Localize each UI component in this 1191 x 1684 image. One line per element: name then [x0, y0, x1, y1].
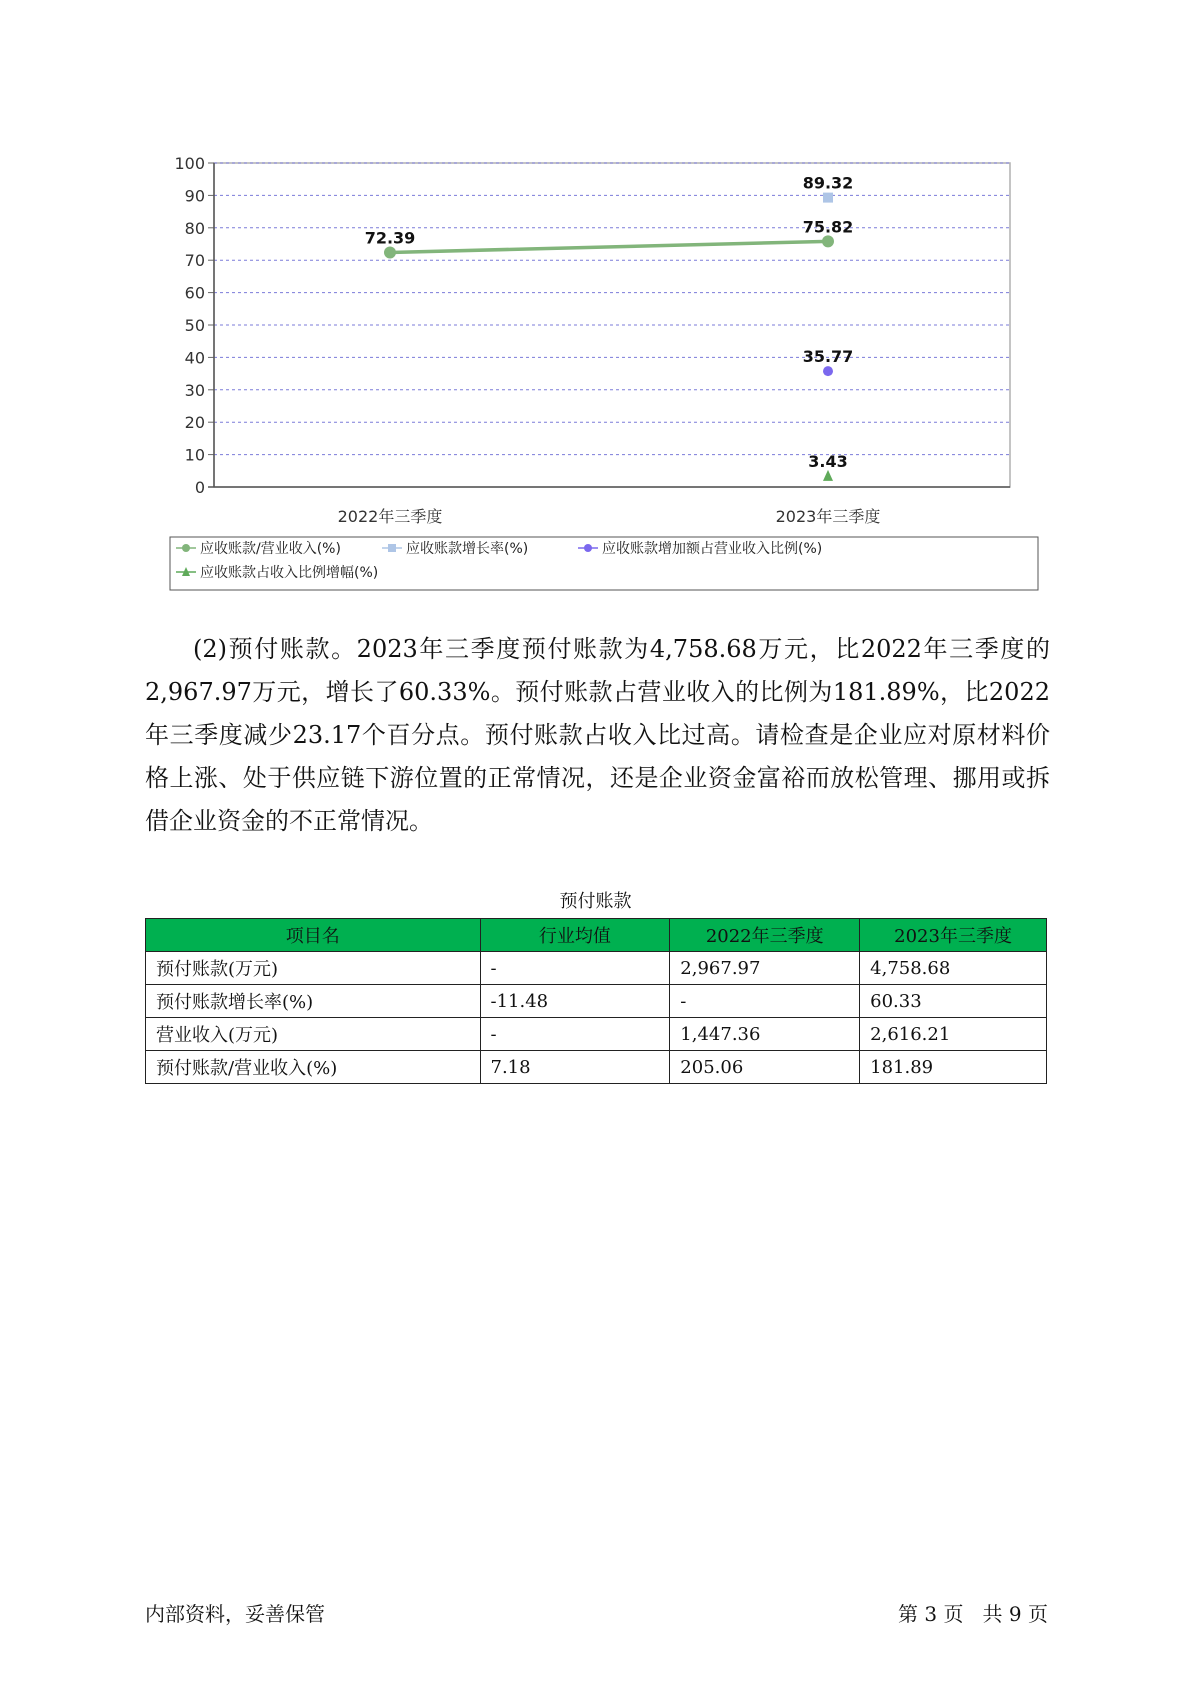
table-cell: 7.18 [480, 1051, 670, 1084]
x-tick-label: 2023年三季度 [775, 507, 881, 526]
header-industry-avg: 行业均值 [480, 919, 670, 952]
data-label: 75.82 [802, 217, 854, 237]
table-caption: 预付账款 [559, 891, 632, 912]
data-label: 72.39 [364, 228, 416, 248]
table-cell: 205.06 [670, 1051, 860, 1084]
y-tick-label: 70 [184, 251, 205, 271]
y-tick-label: 80 [184, 218, 205, 238]
legend-entry: 应收账款增长率(%) [406, 541, 529, 557]
header-2023-q3: 2023年三季度 [860, 919, 1047, 952]
data-point [584, 544, 592, 552]
table-cell: - [480, 1018, 670, 1051]
data-point [823, 193, 833, 203]
prepayment-table [145, 918, 1047, 1084]
y-tick-label: 30 [184, 380, 205, 400]
header-2022-q3: 2022年三季度 [670, 919, 860, 952]
x-tick-label: 2022年三季度 [337, 507, 443, 526]
table-cell: 4,758.68 [860, 952, 1047, 985]
data-point [823, 366, 833, 376]
footer-confidential: 内部资料，妥善保管 [145, 1602, 325, 1626]
data-point [182, 544, 190, 552]
table-header-row [146, 919, 1047, 952]
table-cell: 60.33 [860, 985, 1047, 1018]
y-tick-label: 20 [184, 413, 205, 433]
table-cell: 预付账款增长率(%) [146, 985, 481, 1018]
table-cell: - [670, 985, 860, 1018]
y-tick-label: 60 [184, 283, 205, 303]
table-cell: - [480, 952, 670, 985]
table-cell: 预付账款/营业收入(%) [146, 1051, 481, 1084]
header-item-name: 项目名 [146, 919, 481, 952]
y-tick-label: 0 [194, 478, 205, 497]
table-cell: 1,447.36 [670, 1018, 860, 1051]
data-label: 89.32 [802, 173, 854, 193]
data-point [822, 235, 834, 247]
footer-page-number: 第 3 页 共 9 页 [898, 1602, 1048, 1626]
table-row [146, 952, 1047, 985]
table-cell: 营业收入(万元) [146, 1018, 481, 1051]
table-cell: -11.48 [480, 985, 670, 1018]
table-row [146, 1018, 1047, 1051]
prepayment-paragraph: (2)预付账款。2023年三季度预付账款为4,758.68万元，比2022年三季度的2,967.97万元，增长了60.33%。预付账款占营业收入的比例为181.89%，比2022年三季度减少23.17个百分点。预付账款占收入比过高。请检查是企业应对原材料价格上涨、处于供应链下游位置的正常情况，还是企业资金富裕而放松管理、挪用或拆借企业资金的不正常情况。 [145, 635, 1050, 835]
y-tick-label: 50 [184, 316, 205, 335]
data-point [384, 246, 396, 258]
y-tick-label: 10 [184, 445, 205, 465]
ratio-line-chart [0, 0, 1191, 600]
legend-entry: 应收账款增加额占营业收入比例(%) [602, 541, 823, 557]
table-cell: 2,967.97 [670, 952, 860, 985]
y-tick-label: 90 [184, 186, 205, 206]
table-cell: 181.89 [860, 1051, 1047, 1084]
data-label: 35.77 [802, 347, 854, 367]
legend-entry: 应收账款占收入比例增幅(%) [200, 565, 379, 581]
table-row [146, 985, 1047, 1018]
y-tick-label: 100 [174, 154, 205, 173]
table-row [146, 1051, 1047, 1084]
table-cell: 预付账款(万元) [146, 952, 481, 985]
data-label: 3.43 [808, 451, 848, 471]
legend-entry: 应收账款/营业收入(%) [200, 541, 341, 557]
y-tick-label: 40 [184, 348, 205, 368]
table-cell: 2,616.21 [860, 1018, 1047, 1051]
data-point [388, 544, 396, 552]
